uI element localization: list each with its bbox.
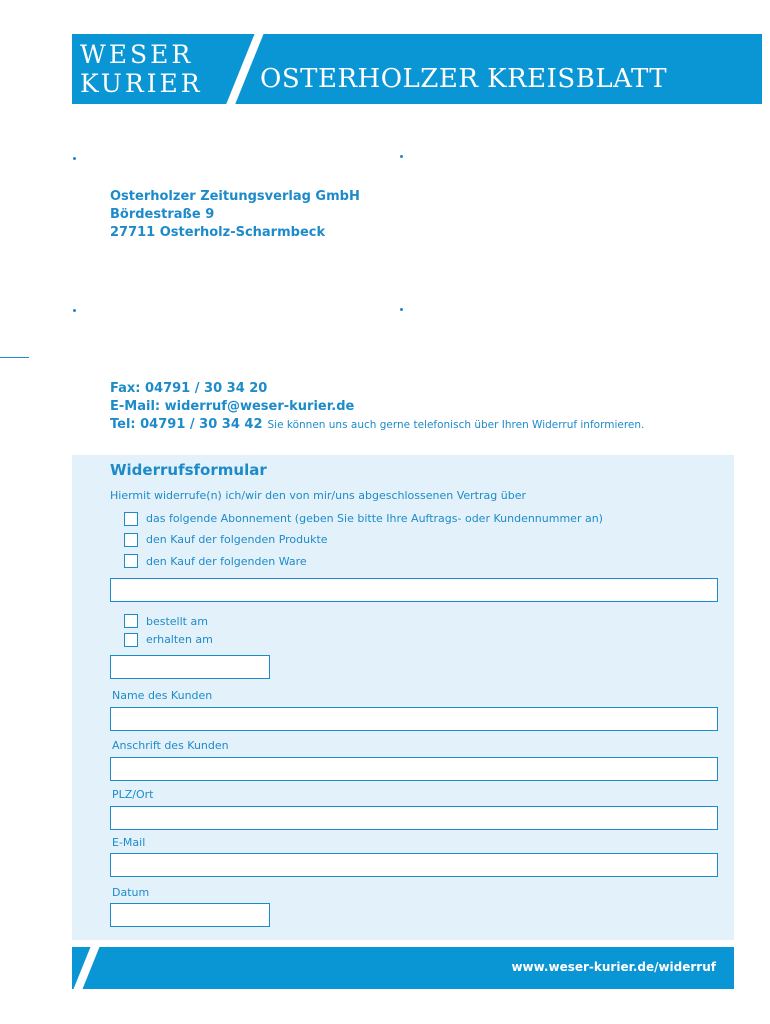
order-date-field[interactable] (110, 655, 270, 679)
date-field[interactable] (110, 903, 270, 927)
date-label: Datum (112, 886, 150, 899)
name-label: Name des Kunden (112, 689, 213, 702)
contact-info (110, 380, 644, 434)
fold-mark-top-right (400, 155, 403, 158)
checkbox-goods-label: den Kauf der folgenden Ware (146, 555, 307, 568)
zip-city-field[interactable] (110, 806, 718, 830)
checkbox-subscription-label: das folgende Abonnement (geben Sie bitte Ihre Auftrags- oder Kundennummer an) (146, 512, 603, 525)
fold-mark-bottom-left (73, 309, 76, 312)
fax-number: Fax: 04791 / 30 34 20 (110, 381, 268, 396)
company-name: Osterholzer Zeitungsverlag GmbH (110, 189, 360, 204)
checkbox-received-on-label: erhalten am (146, 633, 213, 646)
fold-mark-top-left (73, 157, 76, 160)
checkbox-ordered-on[interactable] (124, 614, 138, 628)
page-title: OSTERHOLZER KREISBLATT (260, 64, 668, 94)
checkbox-products[interactable] (124, 533, 138, 547)
recipient-address (110, 188, 360, 242)
address-label: Anschrift des Kunden (112, 739, 229, 752)
email-field[interactable] (110, 853, 718, 877)
address-field[interactable] (110, 757, 718, 781)
checkbox-subscription[interactable] (124, 512, 138, 526)
logo-weser: WESER (80, 40, 194, 69)
street: Bördestraße 9 (110, 207, 215, 222)
details-field[interactable] (110, 578, 718, 602)
phone-number: Tel: 04791 / 30 34 42 (110, 417, 263, 432)
fold-line (0, 357, 29, 358)
form-title: Widerrufsformular (110, 461, 267, 479)
city: 27711 Osterholz-Scharmbeck (110, 225, 326, 240)
form-intro: Hiermit widerrufe(n) ich/wir den von mir/uns abgeschlossenen Vertrag über (110, 489, 526, 502)
email-label: E-Mail (112, 836, 146, 849)
logo-kurier: KURIER (80, 69, 203, 98)
phone-note: Sie können uns auch gerne telefonisch über Ihren Widerruf informieren. (267, 419, 645, 431)
fold-mark-bottom-right (400, 308, 403, 311)
footer-url[interactable]: www.weser-kurier.de/widerruf (511, 960, 716, 974)
checkbox-received-on[interactable] (124, 633, 138, 647)
email-address: E-Mail: widerruf@weser-kurier.de (110, 399, 355, 414)
checkbox-goods[interactable] (124, 554, 138, 568)
checkbox-ordered-on-label: bestellt am (146, 615, 208, 628)
zip-city-label: PLZ/Ort (112, 788, 154, 801)
footer-slash (72, 947, 101, 989)
footer-banner (72, 947, 734, 989)
header-banner (72, 34, 762, 104)
checkbox-products-label: den Kauf der folgenden Produkte (146, 533, 328, 546)
phone-line (110, 416, 644, 434)
name-field[interactable] (110, 707, 718, 731)
